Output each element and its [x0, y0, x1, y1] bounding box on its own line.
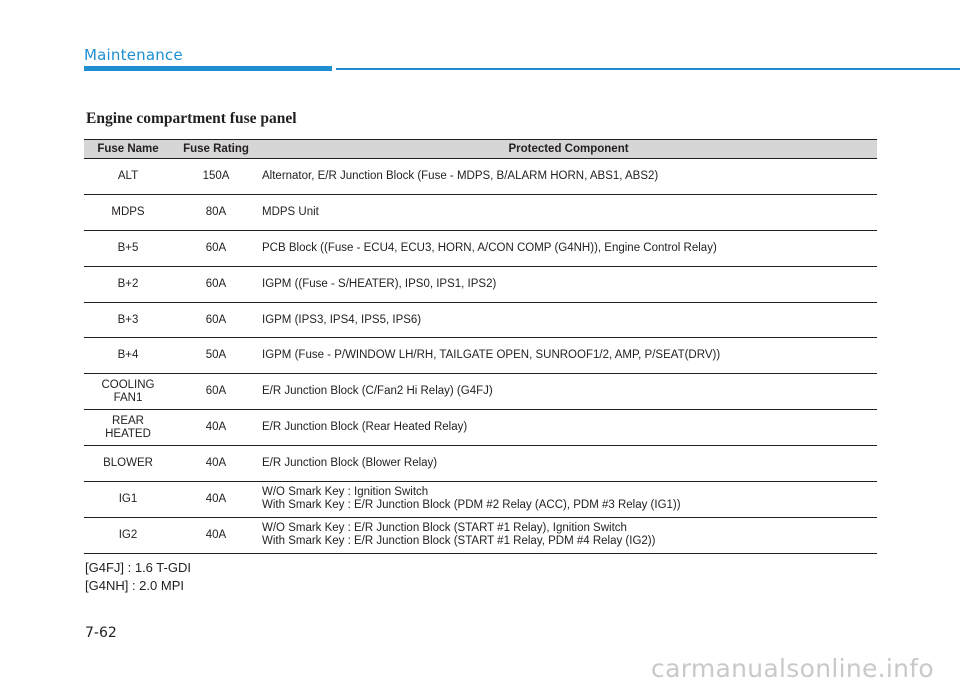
protected-component-cell — [260, 410, 877, 446]
protected-component: W/O Smark Key : Ignition Switch — [262, 486, 429, 499]
fuse-rating: 40A — [172, 482, 260, 518]
fuse-name: B+2 — [117, 277, 139, 290]
column-header-protected-component: Protected Component — [260, 140, 877, 159]
fuse-rating: 60A — [172, 374, 260, 410]
fuse-name-cell — [84, 374, 172, 410]
protected-component: IGPM ((Fuse - S/HEATER), IPS0, IPS1, IPS2) — [262, 277, 497, 290]
fuse-rating: 50A — [172, 338, 260, 374]
table-row — [84, 517, 877, 553]
protected-component: IGPM (Fuse - P/WINDOW LH/RH, TAILGATE OPEN, SUNROOF1/2, AMP, P/SEAT(DRV)) — [262, 349, 721, 362]
fuse-rating: 60A — [172, 266, 260, 302]
table-row — [84, 482, 877, 518]
fuse-name: ALT — [117, 169, 139, 182]
table-row — [84, 194, 877, 230]
protected-component: With Smark Key : E/R Junction Block (PDM #2 Relay (ACC), PDM #3 Relay (IG1)) — [262, 499, 681, 512]
fuse-name-cell — [84, 517, 172, 553]
fuse-name: BLOWER — [103, 457, 153, 470]
fuse-name: B+4 — [117, 349, 139, 362]
fuse-name: COOLING — [101, 378, 155, 391]
fuse-table-body — [84, 159, 877, 554]
protected-component: With Smark Key : E/R Junction Block (START #1 Relay, PDM #4 Relay (IG2)) — [262, 535, 656, 548]
protected-component: E/R Junction Block (Blower Relay) — [262, 457, 438, 470]
table-row — [84, 446, 877, 482]
header-rule-thick — [84, 66, 332, 71]
protected-component: MDPS Unit — [262, 205, 319, 218]
fuse-name: REAR — [112, 414, 144, 427]
protected-component: PCB Block ((Fuse - ECU4, ECU3, HORN, A/CON COMP (G4NH)), Engine Control Relay) — [262, 241, 717, 254]
protected-component-cell — [260, 194, 877, 230]
fuse-name: HEATED — [105, 427, 151, 440]
fuse-rating: 60A — [172, 302, 260, 338]
protected-component: E/R Junction Block (Rear Heated Relay) — [262, 421, 468, 434]
protected-component-cell — [260, 482, 877, 518]
fuse-name-cell — [84, 230, 172, 266]
fuse-rating: 40A — [172, 446, 260, 482]
fuse-rating: 150A — [172, 159, 260, 195]
protected-component: IGPM (IPS3, IPS4, IPS5, IPS6) — [262, 313, 422, 326]
table-row — [84, 266, 877, 302]
watermark[interactable]: carmanualsonline.info — [651, 654, 934, 683]
protected-component-cell — [260, 374, 877, 410]
fuse-rating: 40A — [172, 517, 260, 553]
protected-component: E/R Junction Block (C/Fan2 Hi Relay) (G4FJ) — [262, 385, 493, 398]
page-number: 7-62 — [85, 625, 117, 641]
fuse-name: IG2 — [118, 528, 138, 541]
fuse-name: IG1 — [118, 492, 138, 505]
fuse-name-cell — [84, 482, 172, 518]
column-header-fuse-rating: Fuse Rating — [172, 140, 260, 159]
table-row — [84, 338, 877, 374]
fuse-name: B+5 — [117, 241, 139, 254]
engine-notes — [85, 559, 191, 594]
table-row — [84, 302, 877, 338]
table-row — [84, 159, 877, 195]
section-label: Maintenance — [84, 46, 183, 64]
table-header-row — [84, 140, 877, 159]
protected-component-cell — [260, 517, 877, 553]
column-header-fuse-name: Fuse Name — [84, 140, 172, 159]
fuse-name: MDPS — [111, 205, 145, 218]
fuse-name-cell — [84, 266, 172, 302]
fuse-name: FAN1 — [113, 391, 143, 404]
fuse-table — [84, 139, 877, 554]
table-row — [84, 374, 877, 410]
fuse-name-cell — [84, 410, 172, 446]
protected-component-cell — [260, 230, 877, 266]
fuse-rating: 60A — [172, 230, 260, 266]
protected-component: W/O Smark Key : E/R Junction Block (START #1 Relay), Ignition Switch — [262, 522, 627, 535]
table-row — [84, 410, 877, 446]
note-line: [G4FJ] : 1.6 T-GDI — [85, 560, 191, 575]
note-line: [G4NH] : 2.0 MPI — [85, 577, 184, 593]
protected-component-cell — [260, 159, 877, 195]
fuse-name-cell — [84, 159, 172, 195]
header-rule-thin — [336, 68, 960, 70]
fuse-rating: 40A — [172, 410, 260, 446]
protected-component-cell — [260, 266, 877, 302]
protected-component-cell — [260, 302, 877, 338]
fuse-name: B+3 — [117, 313, 139, 326]
fuse-rating: 80A — [172, 194, 260, 230]
fuse-name-cell — [84, 302, 172, 338]
fuse-name-cell — [84, 446, 172, 482]
fuse-name-cell — [84, 338, 172, 374]
protected-component: Alternator, E/R Junction Block (Fuse - MDPS, B/ALARM HORN, ABS1, ABS2) — [262, 169, 659, 182]
page-title: Engine compartment fuse panel — [86, 110, 297, 127]
fuse-name-cell — [84, 194, 172, 230]
table-row — [84, 230, 877, 266]
protected-component-cell — [260, 446, 877, 482]
protected-component-cell — [260, 338, 877, 374]
